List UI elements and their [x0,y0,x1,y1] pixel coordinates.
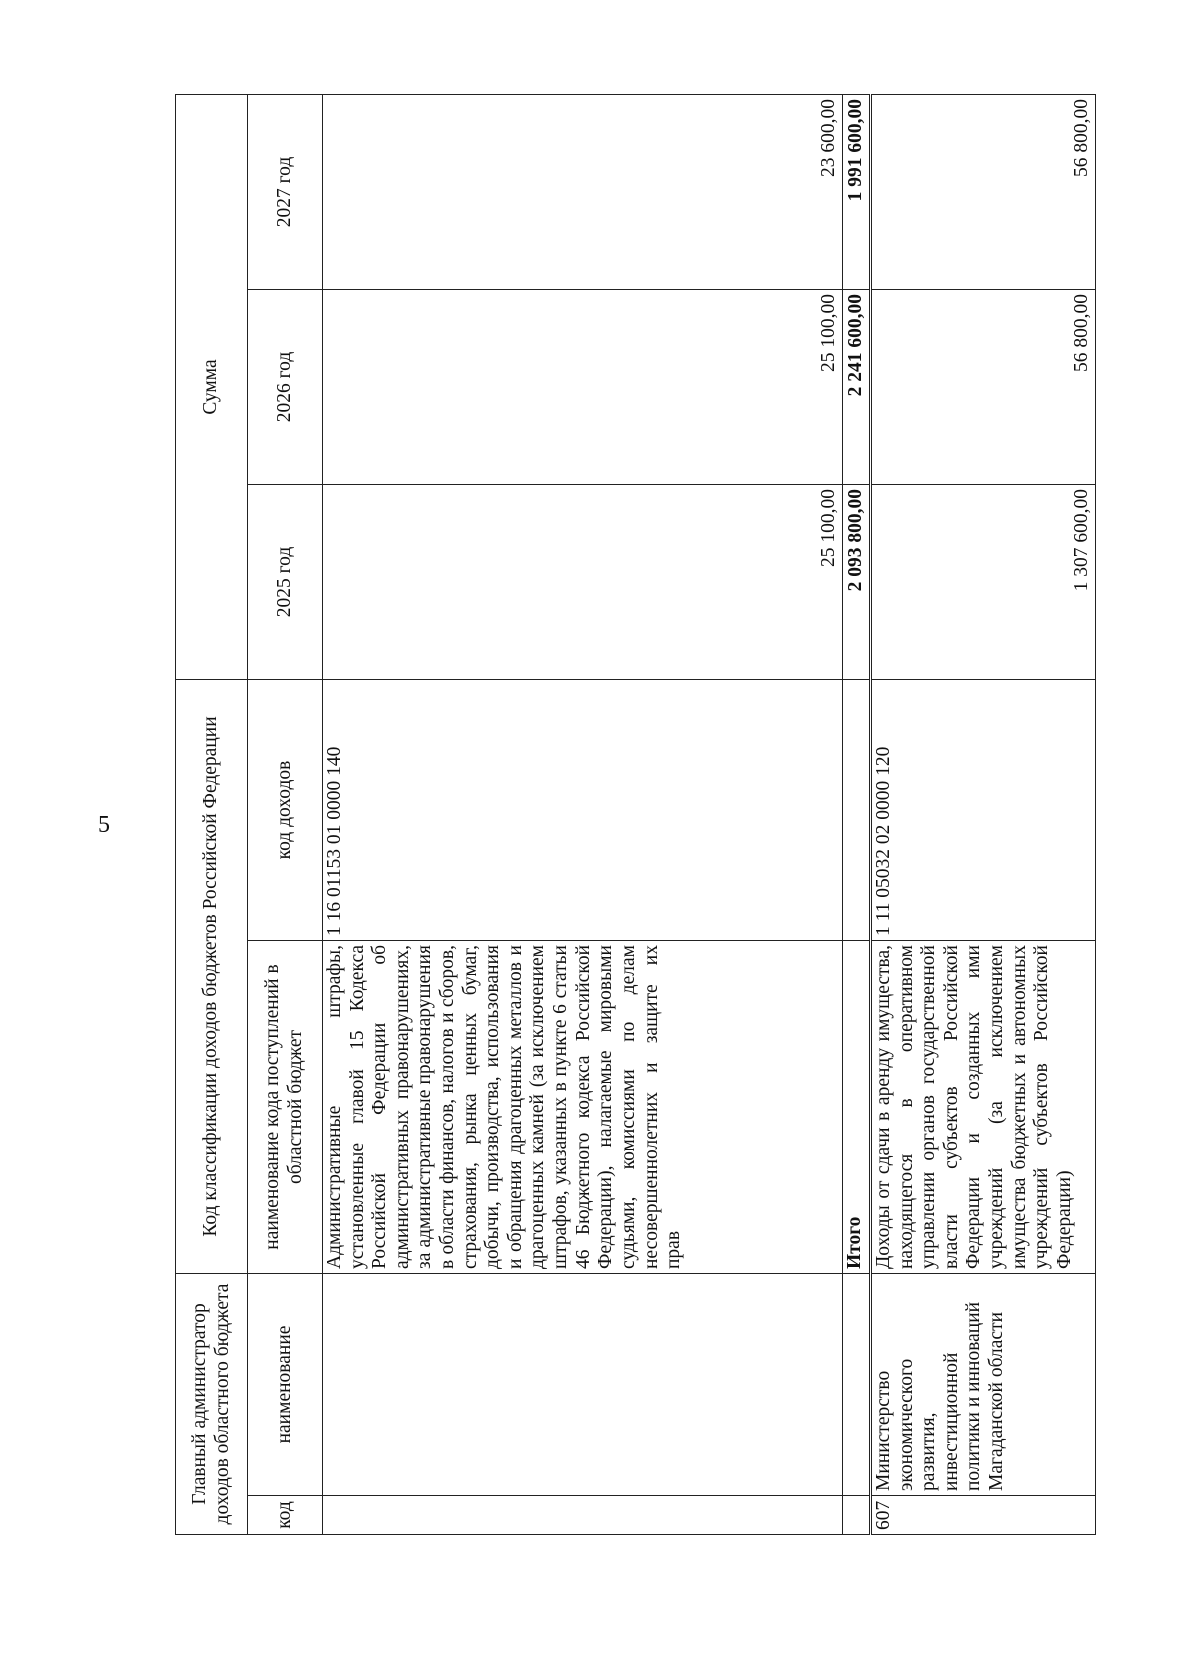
amount-2025-cell: 25 100,00 [323,485,843,680]
rotated-table-area [175,95,1095,1535]
header-income-code-name: наименование кода поступлений в областной бюджет [248,941,323,1274]
header-year-2027: 2027 год [248,95,323,290]
admin-name-cell [323,1274,843,1496]
amount-2027-cell: 23 600,00 [323,95,843,290]
header-year-2026: 2026 год [248,290,323,485]
table-row [871,95,1096,1535]
amount-2026-cell: 56 800,00 [871,290,1096,485]
admin-code-cell: 607 [871,1496,1096,1535]
admin-code-cell [323,1496,843,1535]
income-description-cell: Административные штрафы, установленные главой 15 Кодекса Российской Федерации об административных правонарушениях, за административные правонарушения в области финансов, налогов и сборов, страхования, рынка ценных бумаг, добычи, производства, использования и обращения драгоценных металлов и драгоценных камней (за исключением штрафов, указанных в пункте 6 статьи 46 Бюджетного кодекса Российской Федерации), налагаемые мировыми судьями, комиссиями по делам несовершеннолетних и защите их прав [323,941,843,1274]
header-code: код [248,1496,323,1535]
total-row [843,95,871,1535]
header-classification: Код классификации доходов бюджетов Российской Федерации [176,680,248,1274]
amount-2025-cell: 1 307 600,00 [871,485,1096,680]
total-2025-cell: 2 093 800,00 [843,485,871,680]
income-code-cell: 1 11 05032 02 0000 120 [871,680,1096,941]
header-name: наименование [248,1274,323,1496]
income-description-cell: Доходы от сдачи в аренду имущества, находящегося в оперативном управлении органов государственной власти субъектов Российской Федерации и созданных ими учреждений (за исключением имущества бюджетных и автономных учреждений субъектов Российской Федерации) [871,941,1096,1274]
total-2027-cell: 1 991 600,00 [843,95,871,290]
page-number: 5 [98,812,110,838]
total-label: Итого [843,941,871,1274]
total-2026-cell: 2 241 600,00 [843,290,871,485]
header-administrator: Главный администратор доходов областного бюджета [176,1274,248,1535]
budget-revenue-table [175,94,1096,1535]
header-year-2025: 2025 год [248,485,323,680]
rotated-table-inner [175,95,1095,1535]
amount-2027-cell: 56 800,00 [871,95,1096,290]
amount-2026-cell: 25 100,00 [323,290,843,485]
header-sum: Сумма [176,95,248,680]
table-row [323,95,843,1535]
header-income-code: код доходов [248,680,323,941]
admin-name-cell: Министерство экономического развития, инвестиционной политики и инноваций Магаданской области [871,1274,1096,1496]
income-code-cell: 1 16 01153 01 0000 140 [323,680,843,941]
